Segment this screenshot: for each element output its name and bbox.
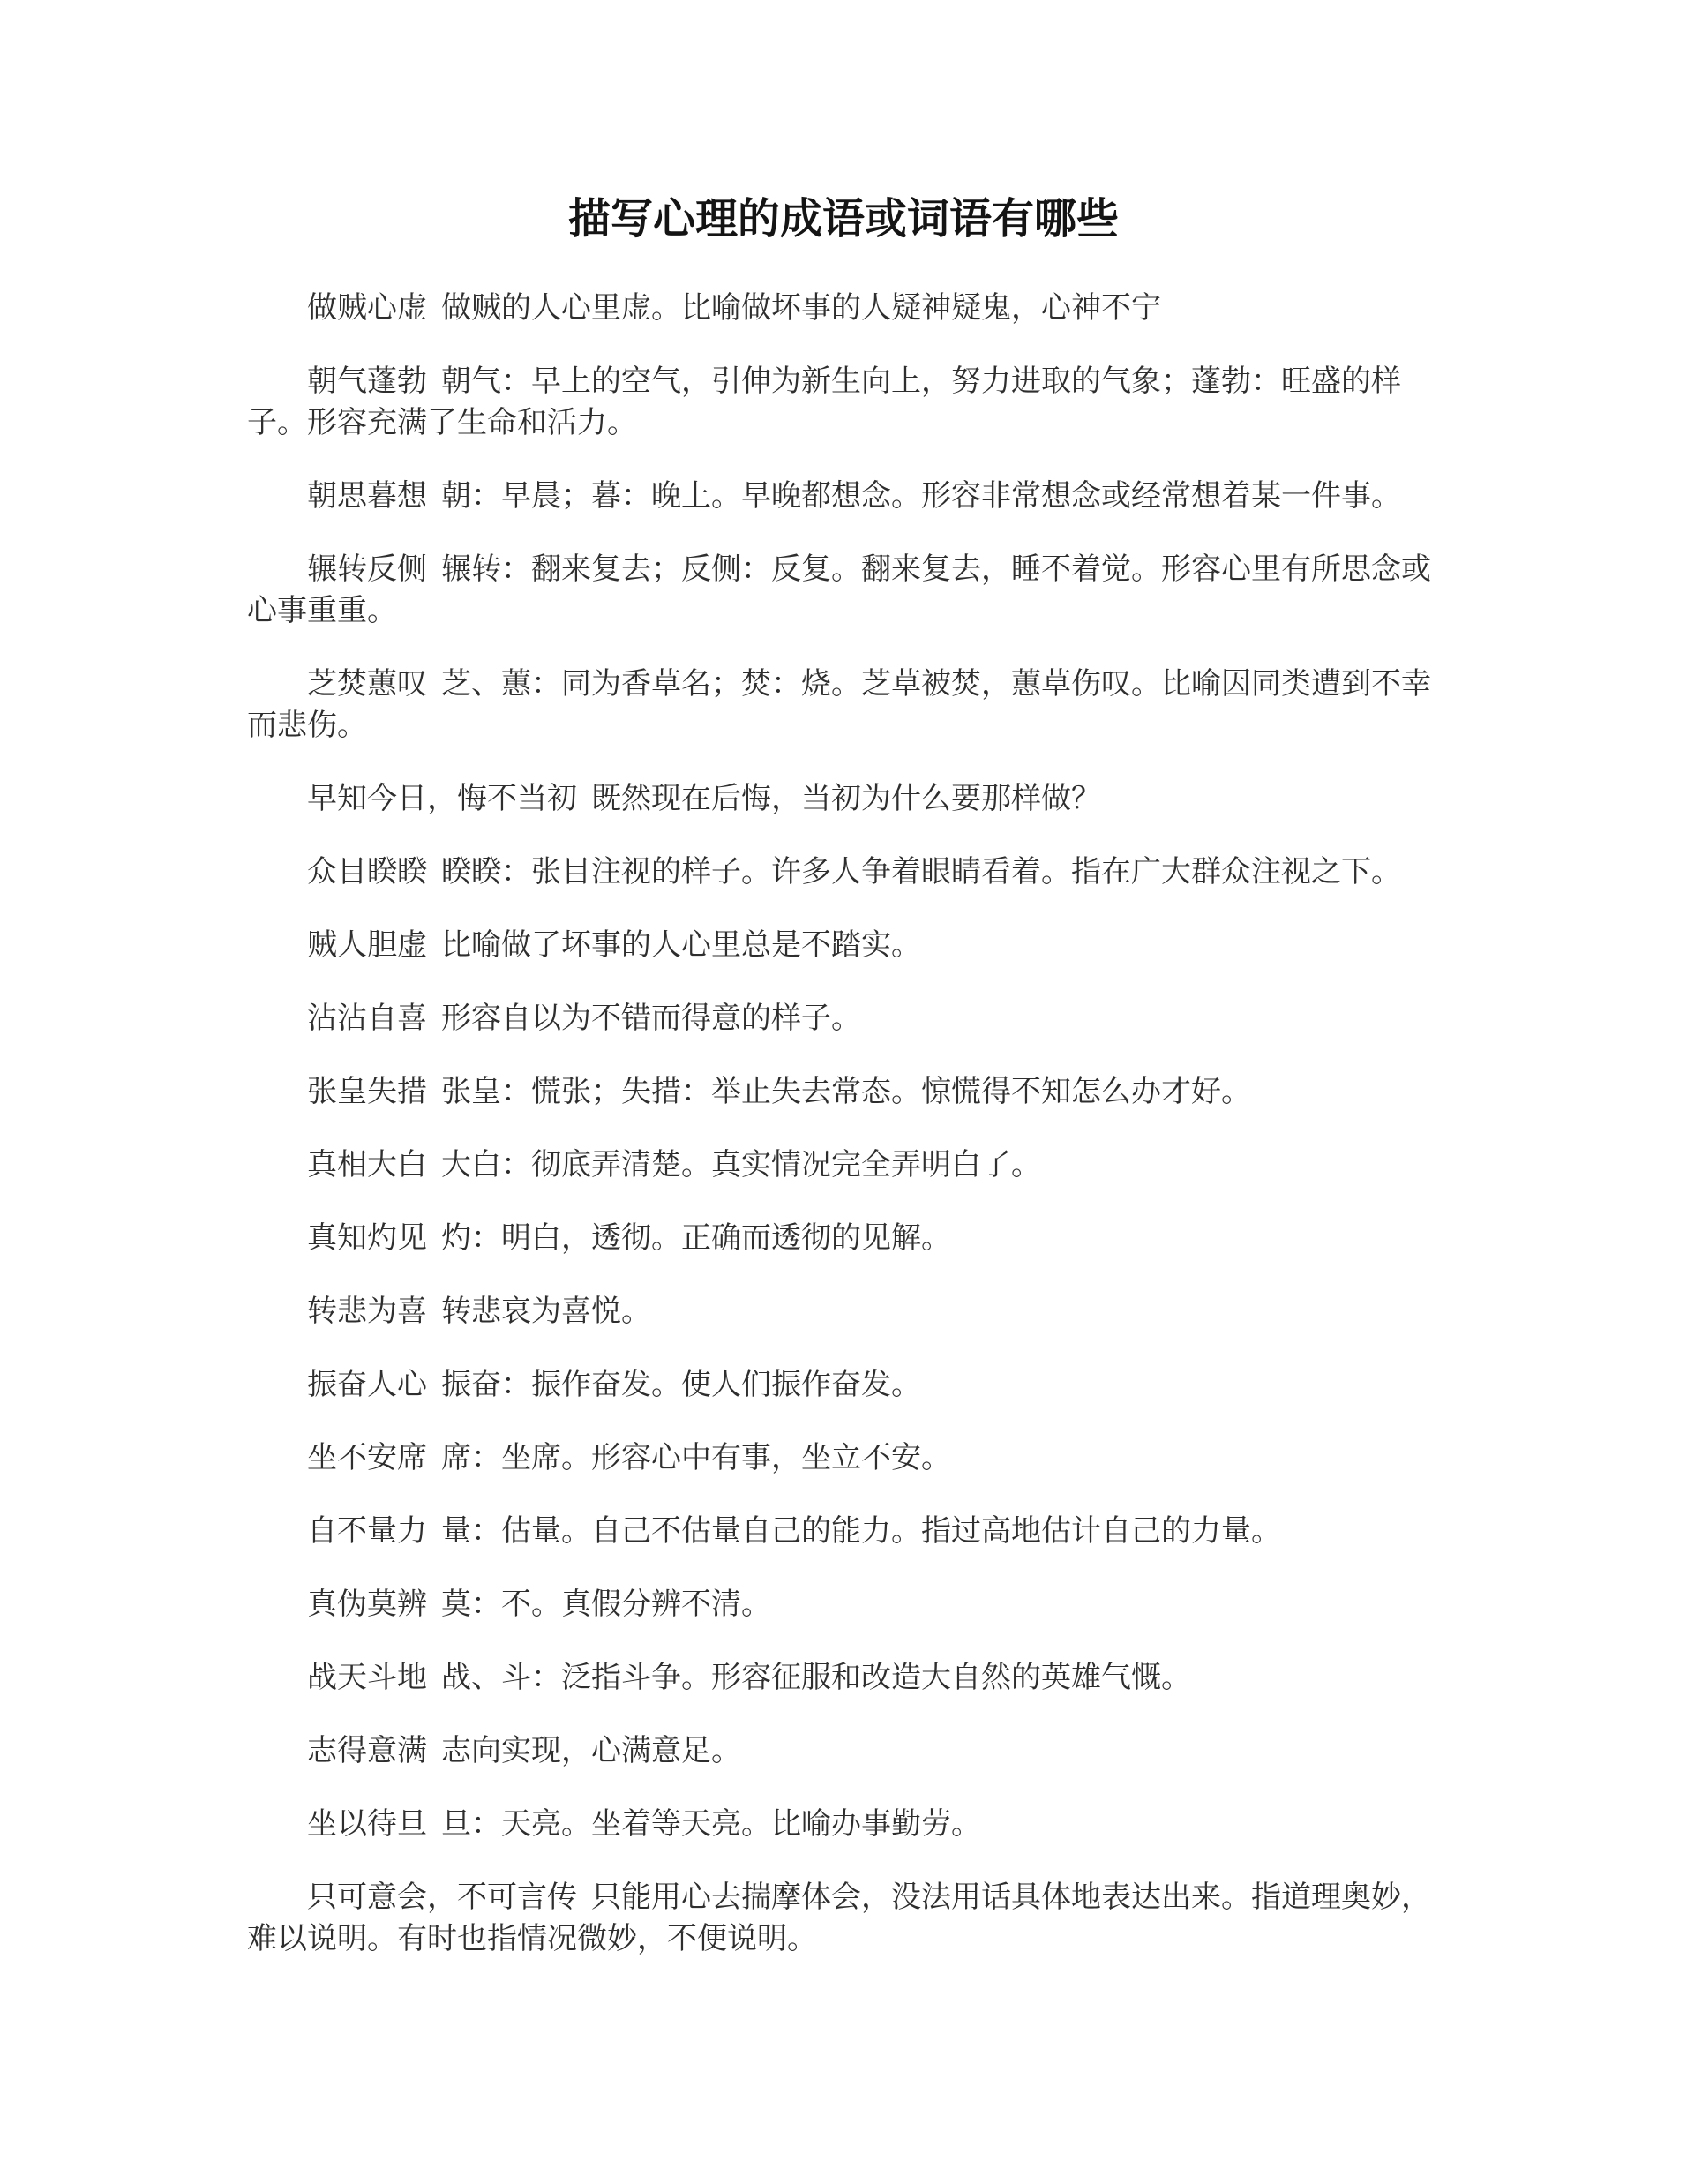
idiom-definition: 比喻做了坏事的人心里总是不踏实。 xyxy=(441,929,921,962)
idiom-term: 沾沾自喜 xyxy=(307,1002,427,1035)
idiom-term: 众目睽睽 xyxy=(307,856,427,889)
idiom-entry xyxy=(247,1511,1440,1552)
idiom-definition: 量：估量。自己不估量自己的能力。指过高地估计自己的力量。 xyxy=(441,1515,1281,1548)
idiom-definition: 睽睽：张目注视的样子。许多人争着眼睛看着。指在广大群众注视之下。 xyxy=(441,856,1401,889)
page-title: 描写心理的成语或词语有哪些 xyxy=(567,196,1119,243)
idiom-definition: 席：坐席。形容心中有事，坐立不安。 xyxy=(441,1442,951,1475)
idiom-entry xyxy=(247,1877,1440,1960)
idiom-entry xyxy=(247,925,1440,966)
idiom-entry xyxy=(247,476,1440,517)
idiom-term: 坐不安席 xyxy=(307,1442,427,1475)
idiom-definition: 志向实现，心满意足。 xyxy=(441,1735,741,1767)
idiom-term: 朝气蓬勃 xyxy=(307,365,427,398)
idiom-entry xyxy=(247,1145,1440,1186)
idiom-definition: 大白：彻底弄清楚。真实情况完全弄明白了。 xyxy=(441,1149,1041,1182)
idiom-entry xyxy=(247,852,1440,893)
idiom-entry xyxy=(247,664,1440,747)
idiom-entry xyxy=(247,549,1440,632)
idiom-term: 张皇失措 xyxy=(307,1076,427,1108)
idiom-term: 真相大白 xyxy=(307,1149,427,1182)
idiom-entry xyxy=(247,1584,1440,1625)
idiom-term: 做贼心虚 xyxy=(307,292,427,325)
idiom-definition: 朝气：早上的空气，引伸为新生向上，努力进取的气象；蓬勃：旺盛的样子。形容充满了生命和活力。 xyxy=(247,365,1401,439)
idiom-term: 贼人胆虚 xyxy=(307,929,427,962)
idiom-entry xyxy=(247,998,1440,1039)
idiom-definition: 既然现在后悔，当初为什么要那样做？ xyxy=(591,783,1101,815)
idiom-entry xyxy=(247,1218,1440,1259)
idiom-entry xyxy=(247,1364,1440,1406)
idiom-definition: 做贼的人心里虚。比喻做坏事的人疑神疑鬼，心神不宁 xyxy=(441,292,1161,325)
idiom-definition: 形容自以为不错而得意的样子。 xyxy=(441,1002,861,1035)
idiom-definition: 辗转：翻来复去；反侧：反复。翻来复去，睡不着觉。形容心里有所思念或心事重重。 xyxy=(247,553,1431,627)
idiom-entry xyxy=(247,1291,1440,1332)
idiom-term: 转悲为喜 xyxy=(307,1295,427,1328)
idiom-definition: 振奋：振作奋发。使人们振作奋发。 xyxy=(441,1369,921,1401)
idiom-entry xyxy=(247,1657,1440,1699)
idiom-entry xyxy=(247,1730,1440,1772)
idiom-definition: 张皇：慌张；失措：举止失去常态。惊慌得不知怎么办才好。 xyxy=(441,1076,1251,1108)
idiom-term: 振奋人心 xyxy=(307,1369,427,1401)
idiom-term: 战天斗地 xyxy=(307,1662,427,1694)
idiom-entry xyxy=(247,778,1440,820)
idiom-entry xyxy=(247,1804,1440,1845)
idiom-entry xyxy=(247,1437,1440,1479)
idiom-term: 真伪莫辨 xyxy=(307,1588,427,1621)
idiom-definition: 芝、蕙：同为香草名；焚：烧。芝草被焚，蕙草伤叹。比喻因同类遭到不幸而悲伤。 xyxy=(247,668,1431,742)
idiom-definition: 战、斗：泛指斗争。形容征服和改造大自然的英雄气慨。 xyxy=(441,1662,1191,1694)
idiom-term: 朝思暮想 xyxy=(307,480,427,513)
idiom-definition: 旦：天亮。坐着等天亮。比喻办事勤劳。 xyxy=(441,1808,981,1841)
idiom-term: 只可意会，不可言传 xyxy=(307,1881,577,1914)
idiom-definition: 只能用心去揣摩体会，没法用话具体地表达出来。指道理奥妙，难以说明。有时也指情况微妙，不便说明。 xyxy=(247,1881,1431,1955)
idiom-definition: 莫：不。真假分辨不清。 xyxy=(441,1588,771,1621)
idiom-term: 辗转反侧 xyxy=(307,553,427,586)
idiom-definition: 朝：早晨；暮：晚上。早晚都想念。形容非常想念或经常想着某一件事。 xyxy=(441,480,1401,513)
idiom-term: 志得意满 xyxy=(307,1735,427,1767)
idiom-term: 早知今日，悔不当初 xyxy=(307,783,577,815)
idiom-entry xyxy=(247,288,1440,329)
idiom-term: 坐以待旦 xyxy=(307,1808,427,1841)
idiom-definition: 灼：明白，透彻。正确而透彻的见解。 xyxy=(441,1222,951,1255)
idiom-term: 芝焚蕙叹 xyxy=(307,668,427,701)
idiom-term: 真知灼见 xyxy=(307,1222,427,1255)
idiom-definition: 转悲哀为喜悦。 xyxy=(441,1295,651,1328)
idiom-entry xyxy=(247,361,1440,444)
idiom-entry xyxy=(247,1071,1440,1113)
idiom-term: 自不量力 xyxy=(307,1515,427,1548)
